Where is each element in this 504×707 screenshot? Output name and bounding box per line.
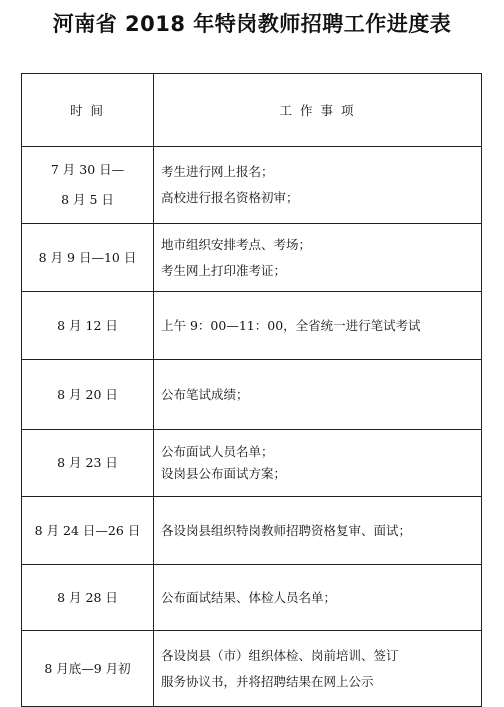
table-row xyxy=(22,565,482,631)
task-text: 服务协议书，并将招聘结果在网上公示 xyxy=(161,673,374,689)
table-row xyxy=(22,292,482,360)
time-text: 8 月底—9 月初 xyxy=(44,660,131,676)
time-cell xyxy=(22,292,154,360)
time-text: 8 月 24 日—26 日 xyxy=(34,522,141,538)
time-column-header: 时 间 xyxy=(22,74,154,147)
task-text: 公布笔试成绩； xyxy=(161,386,249,402)
table-row xyxy=(22,430,482,497)
table-row xyxy=(22,631,482,707)
time-text: 7 月 30 日— xyxy=(50,162,125,177)
time-text: 8 月 23 日 xyxy=(57,455,118,470)
table-row xyxy=(22,147,482,224)
task-text: 设岗县公布面试方案； xyxy=(161,466,287,481)
time-text: 8 月 12 日 xyxy=(57,317,118,333)
task-text: 各设岗县（市）组织体检、岗前培训、签订 xyxy=(161,647,399,663)
task-cell xyxy=(154,147,482,224)
time-text: 8 月 28 日 xyxy=(57,589,118,605)
task-text: 高校进行报名资格初审； xyxy=(161,190,299,205)
time-text: 8 月 5 日 xyxy=(61,192,114,207)
table-row xyxy=(22,360,482,430)
task-cell xyxy=(154,430,482,497)
task-cell xyxy=(154,292,482,360)
document-title: 河南省 2018 年特岗教师招聘工作进度表 xyxy=(52,12,452,36)
task-cell xyxy=(154,360,482,430)
task-cell xyxy=(154,631,482,707)
time-cell xyxy=(22,224,154,292)
task-text: 公布面试结果、体检人员名单； xyxy=(161,589,337,605)
time-cell xyxy=(22,497,154,565)
task-text: 公布面试人员名单； xyxy=(161,444,274,459)
task-cell xyxy=(154,224,482,292)
time-text: 8 月 20 日 xyxy=(57,386,118,402)
time-text: 8 月 9 日—10 日 xyxy=(38,249,137,265)
time-cell xyxy=(22,430,154,497)
task-cell xyxy=(154,497,482,565)
task-text: 各设岗县组织特岗教师招聘资格复审、面试； xyxy=(161,522,412,538)
task-cell xyxy=(154,565,482,631)
tasks-column-header: 工 作 事 项 xyxy=(154,74,482,147)
time-cell xyxy=(22,631,154,707)
table-row xyxy=(22,497,482,565)
header-row xyxy=(22,74,482,147)
task-text: 考生进行网上报名； xyxy=(161,164,274,179)
task-text: 上午 9：00—11：00，全省统一进行笔试考试 xyxy=(161,317,421,333)
time-cell xyxy=(22,360,154,430)
table-row xyxy=(22,224,482,292)
time-cell xyxy=(22,565,154,631)
schedule-table xyxy=(21,73,482,707)
task-text: 考生网上打印准考证； xyxy=(161,262,287,278)
time-cell xyxy=(22,147,154,224)
task-text: 地市组织安排考点、考场； xyxy=(161,236,312,252)
